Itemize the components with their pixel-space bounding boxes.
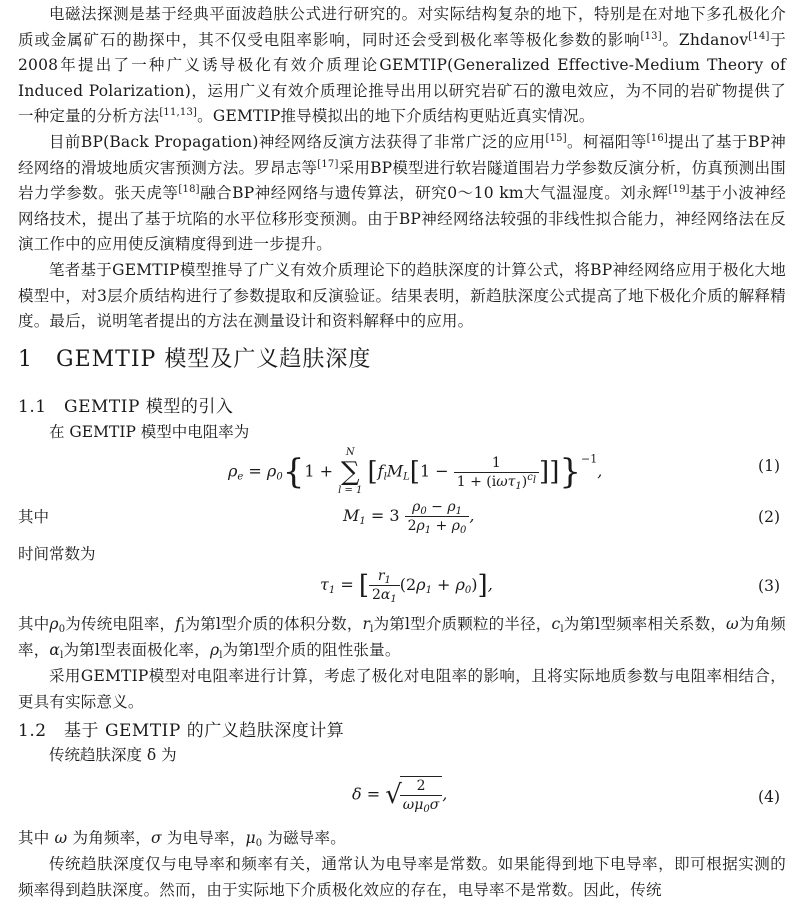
text-skin-depth: 传统趋肤深度 δ 为	[49, 746, 177, 764]
equation-1: $\rho_e = \rho_0\{1$ + N ∑ l = 1 [$f_lM_L[1$ − $\frac{1}{1 + (i\omega\tau_1)^{c_l}}$ ]]}$^{-1}$, (1)	[228, 447, 780, 496]
equation-4: δ = √ $\frac{2}{\omega\mu_0\sigma}$ , (4)	[352, 778, 780, 815]
paragraph-definitions: 其中$\rho_0$为传统电阻率，$f_l$为第l型介质的体积分数，$r_l$为第l型介质颗粒的半径，$c_l$为第l型频率相关系数，ω为角频率，$\alpha_l$为第l型表面极化率，$\rho_l$为第l型介质的阻性张量。	[18, 615, 786, 661]
equation-number-2: (2)	[758, 508, 780, 526]
equation-number-3: (3)	[758, 577, 780, 595]
section-heading-1: 1 GEMTIP 模型及广义趋肤深度	[18, 347, 372, 372]
paragraph-last: 传统趋肤深度仅与电导率和频率有关，通常认为电导率是常数。如果能得到地下电导率，即可根据实测的频率得到趋肤深度。然而，由于实际地下介质极化效应的存在，电导率不是常数。因此，传统	[18, 855, 786, 899]
text-time-constant: 时间常数为	[18, 545, 96, 563]
paragraph-adopt: 采用GEMTIP模型对电阻率进行计算，考虑了极化对电阻率的影响，且将实际地质参数与电阻率相结合，更具有实际意义。	[18, 667, 786, 711]
paragraph-bp: 目前BP(Back Propagation)神经网络反演方法获得了非常广泛的应用[15]。柯福阳等[16]提出了基于BP神经网络的滑坡地质灾害预测方法。罗昂志等[17]采用BP模型进行软岩隧道围岩力学参数反演分析，仿真预测出围岩力学参数。张天虎等[18]融合BP神经网络与遗传算法，研究0～10 km大气温湿度。刘永辉[19]基于小波神经网络技术，提出了基于坑陷的水平位移形变预测。由于BP神经网络法较强的非线性拟合能力，神经网络法在反演工作中的应用使反演精度得到进一步提升。	[18, 133, 786, 253]
text-resistivity-intro: 在 GEMTIP 模型中电阻率为	[49, 423, 250, 441]
equation-number-4: (4)	[758, 788, 780, 806]
paragraph-author: 笔者基于GEMTIP模型推导了广义有效介质理论下的趋肤深度的计算公式，将BP神经网络应用于极化大地模型中，对3层介质结构进行了参数提取和反演验证。结果表明，新趋肤深度公式提高了地下极化介质的解释精度。最后，说明笔者提出的方法在测量设计和资料解释中的应用。	[18, 261, 786, 330]
equation-2: $M_1 = 3$ $\frac{\rho_0 - \rho_1}{2\rho_1 + \rho_0}$ , (2)	[343, 499, 780, 536]
label-where-2: 其中	[18, 508, 50, 526]
paragraph-intro: 电磁法探测是基于经典平面波趋肤公式进行研究的。对实际结构复杂的地下，特别是在对地下多孔极化介质或金属矿石的勘探中，其不仅受电阻率影响，同时还会受到极化率等极化参数的影响[13]。Zhdanov[14]于2008年提出了一种广义诱导极化有效介质理论GEMTIP(Generalized Effective-Medium Theory of Induced Polarization)，运用广义有效介质理论推导出用以研究岩矿石的激电效应，为不同的岩矿物提供了一种定量的分析方法[11,13]。GEMTIP推导模拟出的地下介质结构更贴近真实情况。	[18, 5, 786, 125]
section-heading-1-2: 1.2 基于 GEMTIP 的广义趋肤深度计算	[18, 721, 345, 741]
equation-3: $\tau_1$ = [ $\frac{r_1}{2\alpha_1}$ $(2\rho_1 + \rho_0)$], (3)	[320, 568, 780, 605]
paragraph-where-4: 其中 ω 为角频率，σ 为电导率，$\mu_0$ 为磁导率。	[18, 829, 346, 849]
equation-number-1: (1)	[758, 457, 780, 475]
section-heading-1-1: 1.1 GEMTIP 模型的引入	[18, 397, 234, 417]
